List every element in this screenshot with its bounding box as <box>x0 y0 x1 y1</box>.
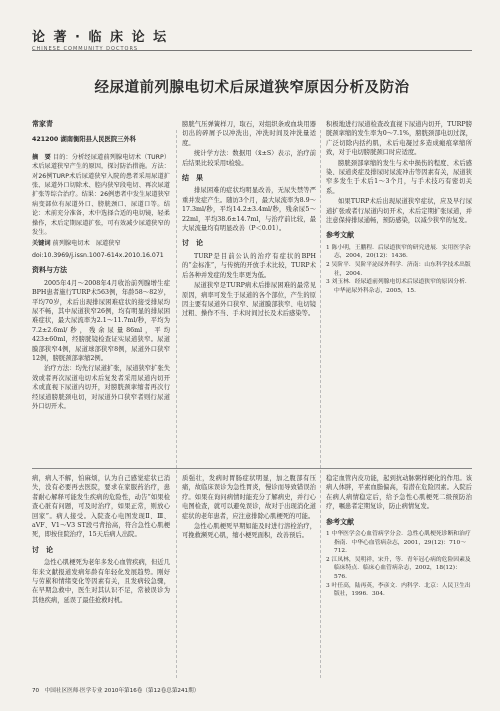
paragraph: 急性心肌梗死为老年多发心血管疾病，但近几年来文献报道发病年龄有年轻化发展趋势。刚好与劳累和情绪变化等因素有关，且发病较急骤，在早期急救中，医生对其认识不足，常被误诊为其他疾病，延误了最佳抢救时机。 <box>32 559 170 604</box>
paragraph: 统计学方法：数据用（x̄±S）表示，治疗前后结果比较采用t检验。 <box>182 150 316 167</box>
section-heading: 资料与方法 <box>32 266 67 275</box>
reference-item: 1 陈小明，王鹏程．后尿道狭窄的研究进展．实用医学杂志，2004，20(12)：1436． <box>326 244 471 260</box>
journal-subtitle: CHINESE COMMUNITY DOCTORS <box>32 46 139 52</box>
paragraph: 急性心肌梗死早期如能及时进行溶栓治疗，可挽救濒死心肌，缩小梗死面积，改善预后。 <box>182 523 316 540</box>
references-heading: 参考文献 <box>326 231 354 240</box>
column-divider <box>320 130 321 678</box>
section-rule <box>32 468 472 469</box>
paragraph: 膀胱气压弹簧样刀，取石，对组织条或血块用器切出的碎屑予以冲洗出，冲洗时间及冲洗量适度。 <box>182 121 316 147</box>
paragraph: 2005年4月～2008年4月收治前列腺增生症BPH患者施行TURP术563例，年龄58～82岁，平均70岁，术后出现排尿困难症状的接受排尿均尿不畅，其中尿道狭窄26例，均有明显的排尿困难症状，最大尿流率为2.1～11.7ml/秒，平均为7.2±2.6ml/秒，残余尿量86ml，平均423±60ml，经膀胱镜检查证实尿道狭窄。尿道膜部狭窄4例，尿道球部狭窄8例，尿道外口狭窄12例，膀胱颈部挛缩2例。 <box>32 279 170 362</box>
references-heading: 参考文献 <box>326 517 354 526</box>
keywords-label: 关键词 <box>32 240 51 248</box>
reference-item: 1 中华医学会心血管病学分会．急性心肌梗死诊断和治疗指南．中华心血管病杂志，2001，29(12)：710～712． <box>326 531 471 555</box>
lower-right-column <box>326 474 472 599</box>
keywords <box>32 239 170 248</box>
running-header <box>32 26 472 52</box>
paragraph: 治疗方法：均先行尿道扩张，尿道狭窄扩张失效或者再次尿道电切术后复发者采用尿道内切开术或直视下尿道内切开，对膀胱颈挛缩者再次行经尿道膀胱颈电切，对尿道外口狭窄者则行尿道外口切开术。 <box>32 365 170 410</box>
left-column <box>32 120 170 412</box>
keywords-text: 前列腺电切术 尿道狭窄 <box>52 240 121 248</box>
page-footer: 70 中国社区医师·医学专业 2010年第16卷（第12卷总第241期） <box>32 688 200 694</box>
section-heading: 讨 论 <box>32 545 53 554</box>
section-heading: 讨 论 <box>182 239 203 248</box>
reference-item: 2 吴阶平．吴阶平泌尿外科学．济南：山东科学技术出版社，2004． <box>326 262 471 277</box>
abstract-label: 摘 要 <box>32 153 51 161</box>
reference-list <box>326 244 472 296</box>
column-title: 论 著 · 临 床 论 坛 <box>32 30 169 45</box>
reference-item: 3 刘玉林．经尿道前列腺电切术后尿道狭窄的原因分析．中华泌尿外科杂志，2005，15． <box>326 279 471 294</box>
paragraph: 稳定血管内皮功能，起到抗动脉粥样硬化的作用。该病人体胖，平素血脂偏高，有潜在危险因素。入院后在病人病情稳定后，给予急性心肌梗死二级预防治疗，嘱患者定期复诊，防止病情复发。 <box>326 475 472 511</box>
paragraph: 质强壮，发病时胃肠症状明显，加之腹部有压痛，故临床误诊为急性胃炎，慢诊而导致错误治疗。如果在询问病情时能充分了解病史，并行心电图检查，就可以避免误诊，故对于出现消化道症状的老年患者，应注意排除心肌梗死的可能。 <box>182 475 316 520</box>
reference-item: 3 叶任高，陆再英，李彦文．内科学．北京：人民卫生出版社，1996．304． <box>326 582 471 598</box>
doi: doi:10.3969/j.issn.1007-614x.2010.16.071 <box>32 251 164 259</box>
lower-middle-column <box>182 474 316 542</box>
article-title: 经尿道前列腺电切术后尿道狭窄原因分析及防治 <box>94 80 410 96</box>
paragraph: 积极地进行尿道检查改直视下尿道内切开，TURP膀胱颈挛缩的发生率为0～7.1%，膀胱颈部电切过深，广泛切除内括约肌，术后电凝过多造成瘢痕挛缩所致，对于电切膀胱颈口时应适度。 <box>326 121 472 157</box>
paragraph: 排尿困难的症状均明显改善，无尿失禁等严重并发症产生。随访3个月，最大尿流率为8.9～17.3ml/秒，平均14.2±3.4ml/秒，残余尿5～22ml，平均38.6±14.7ml，与治疗前比较，最大尿流量均有明显改善（P＜0.01）。 <box>182 187 316 233</box>
column-divider <box>176 130 177 678</box>
paragraph: 膀胱颈部挛缩的发生与术中损伤的程度、术后感染、尿道炎症及排尿时尿流冲击等因素有关，尿道狭窄多发生于术后1～3个月，与手术技巧有密切关系。 <box>326 159 472 195</box>
paragraph: 尿道狭窄是TURP病术后排尿困难的最常见原因，病率可发生于尿道的各个部位，产生的原因主要有尿道外口狭窄、尿道膜部狭窄、电切镜过粗、操作不当、手术时间过长及术后感染等。 <box>182 282 316 318</box>
author: 常家青 <box>32 120 53 128</box>
middle-column <box>182 120 316 320</box>
abstract <box>32 153 170 238</box>
paragraph: 病，病人不解，怕麻烦，认为自己感觉症状已消失，没有必要再去医院，要求在家服药治疗，患者耐心解释可能发生疾病的危险性，动告“如果检查心脏有问题，可及时治疗，如果正常，则放心回家”。病人接受。入院查心电图发现Ⅱ、Ⅲ、aVF、V1～V3 ST段弓背抬高，符合急性心肌梗死，即按住院治疗，15天后病人出院。 <box>32 475 170 539</box>
lower-left-column <box>32 474 170 606</box>
abstract-text: 目的：分析经尿道前列腺电切术（TURP）术后尿道狭窄产生的原因，探讨防治措施。方法：对26例TURP术后尿道狭窄入院的患者采用尿道扩张、尿道外口切除术、腔内狭窄段电切、再次尿道扩张等综合治疗。结果：26例患者中发生尿道狭窄病变部位有尿道外口、膀胱颈口、尿道口等。结论：术前充分准备，术中选择合适的电切镜，轻柔操作，术后定期尿道扩张，可有效减少尿道狭窄的发生。 <box>32 153 171 237</box>
affiliation: 421200 湖南衡阳县人民医院三外科 <box>32 136 137 144</box>
paragraph: 如果TURP术后出现尿道狭窄症状，应及早行尿道扩张或者行尿道内切开术，术后定期扩张尿道，并注意保持排尿通畅，预防感染，以减少狭窄的复发。 <box>326 198 472 225</box>
right-column <box>326 120 472 295</box>
reference-list <box>326 530 472 599</box>
reference-item: 2 江凤林，吴明祥，宋升，等．青年冠心病的危险因素及临床特点．临床心血管病杂志，2002，18(12)：576． <box>326 556 471 580</box>
section-heading: 结 果 <box>182 174 203 183</box>
header-rule <box>32 50 472 51</box>
paragraph: TURP是目前公认的治疗有症状的BPH的“金标准”，与传统的开放手术比较，TURP术后各种并发症的发生率更为低。 <box>182 252 316 279</box>
